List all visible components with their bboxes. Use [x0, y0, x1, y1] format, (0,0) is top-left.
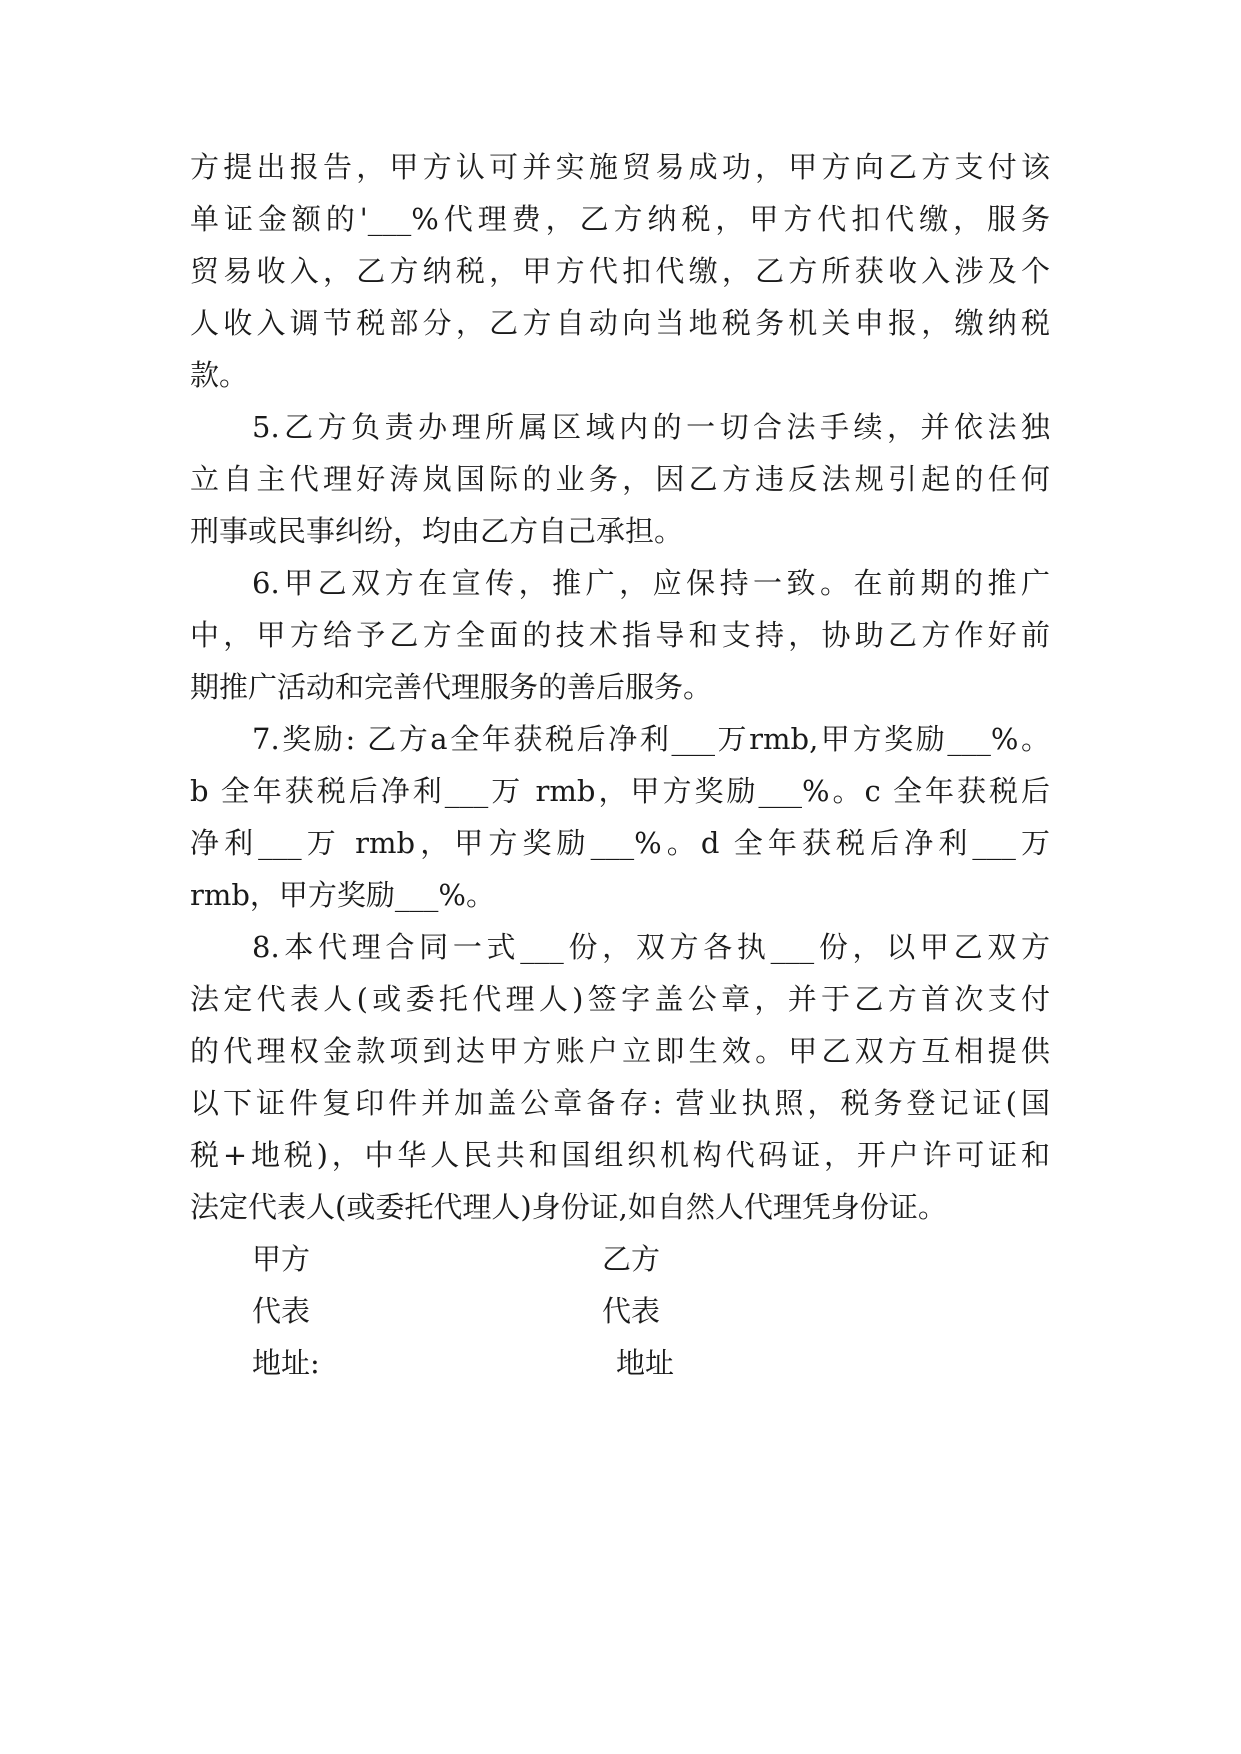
address-a-label: 地址: [252, 1346, 320, 1380]
paragraph-line: 期推广活动和完善代理服务的善后服务。 [190, 670, 713, 704]
paragraph-line: 法定代表人(或委托代理人)身份证,如自然人代理凭身份证。 [190, 1190, 947, 1224]
paragraph-line: 5.乙方负责办理所属区域内的一切合法手续，并依法独 [252, 410, 1050, 444]
paragraph-line: 税+地税)，中华人民共和国组织机构代码证，开户许可证和 [190, 1138, 1050, 1172]
paragraph-line: 净利___万 rmb，甲方奖励___%。d 全年获税后净利___万 [190, 826, 1050, 860]
paragraph-line: 8.本代理合同一式___份，双方各执___份，以甲乙双方 [252, 930, 1050, 964]
paragraph-line: rmb，甲方奖励___%。 [190, 878, 495, 912]
paragraph-line: 7.奖励: 乙方a全年获税后净利___万rmb,甲方奖励___%。 [252, 722, 1050, 756]
paragraph-line: 款。 [190, 358, 249, 392]
paragraph-line: 贸易收入，乙方纳税，甲方代扣代缴，乙方所获收入涉及个 [190, 254, 1050, 288]
paragraph-line: 的代理权金款项到达甲方账户立即生效。甲乙双方互相提供 [190, 1034, 1050, 1068]
representative-a-label: 代表 [252, 1294, 311, 1328]
paragraph-line: 以下证件复印件并加盖公章备存: 营业执照，税务登记证(国 [190, 1086, 1050, 1120]
paragraph-line: 立自主代理好涛岚国际的业务，因乙方违反法规引起的任何 [190, 462, 1050, 496]
paragraph-line: 单证金额的'___%代理费，乙方纳税，甲方代扣代缴，服务 [190, 202, 1050, 236]
paragraph-line: 方提出报告，甲方认可并实施贸易成功，甲方向乙方支付该 [190, 150, 1050, 184]
paragraph-line: 刑事或民事纠纷，均由乙方自己承担。 [190, 514, 684, 548]
representative-b-label: 代表 [602, 1294, 661, 1328]
paragraph-line: 中，甲方给予乙方全面的技术指导和支持，协助乙方作好前 [190, 618, 1050, 652]
paragraph-line: 6.甲乙双方在宣传，推广，应保持一致。在前期的推广 [252, 566, 1050, 600]
paragraph-line: 人收入调节税部分，乙方自动向当地税务机关申报，缴纳税 [190, 306, 1050, 340]
paragraph-line: b 全年获税后净利___万 rmb，甲方奖励___%。c 全年获税后 [190, 774, 1050, 808]
party-a-label: 甲方 [252, 1242, 311, 1276]
party-b-label: 乙方 [602, 1242, 661, 1276]
paragraph-line: 法定代表人(或委托代理人)签字盖公章，并于乙方首次支付 [190, 982, 1050, 1016]
address-b-label: 地址 [616, 1346, 675, 1380]
